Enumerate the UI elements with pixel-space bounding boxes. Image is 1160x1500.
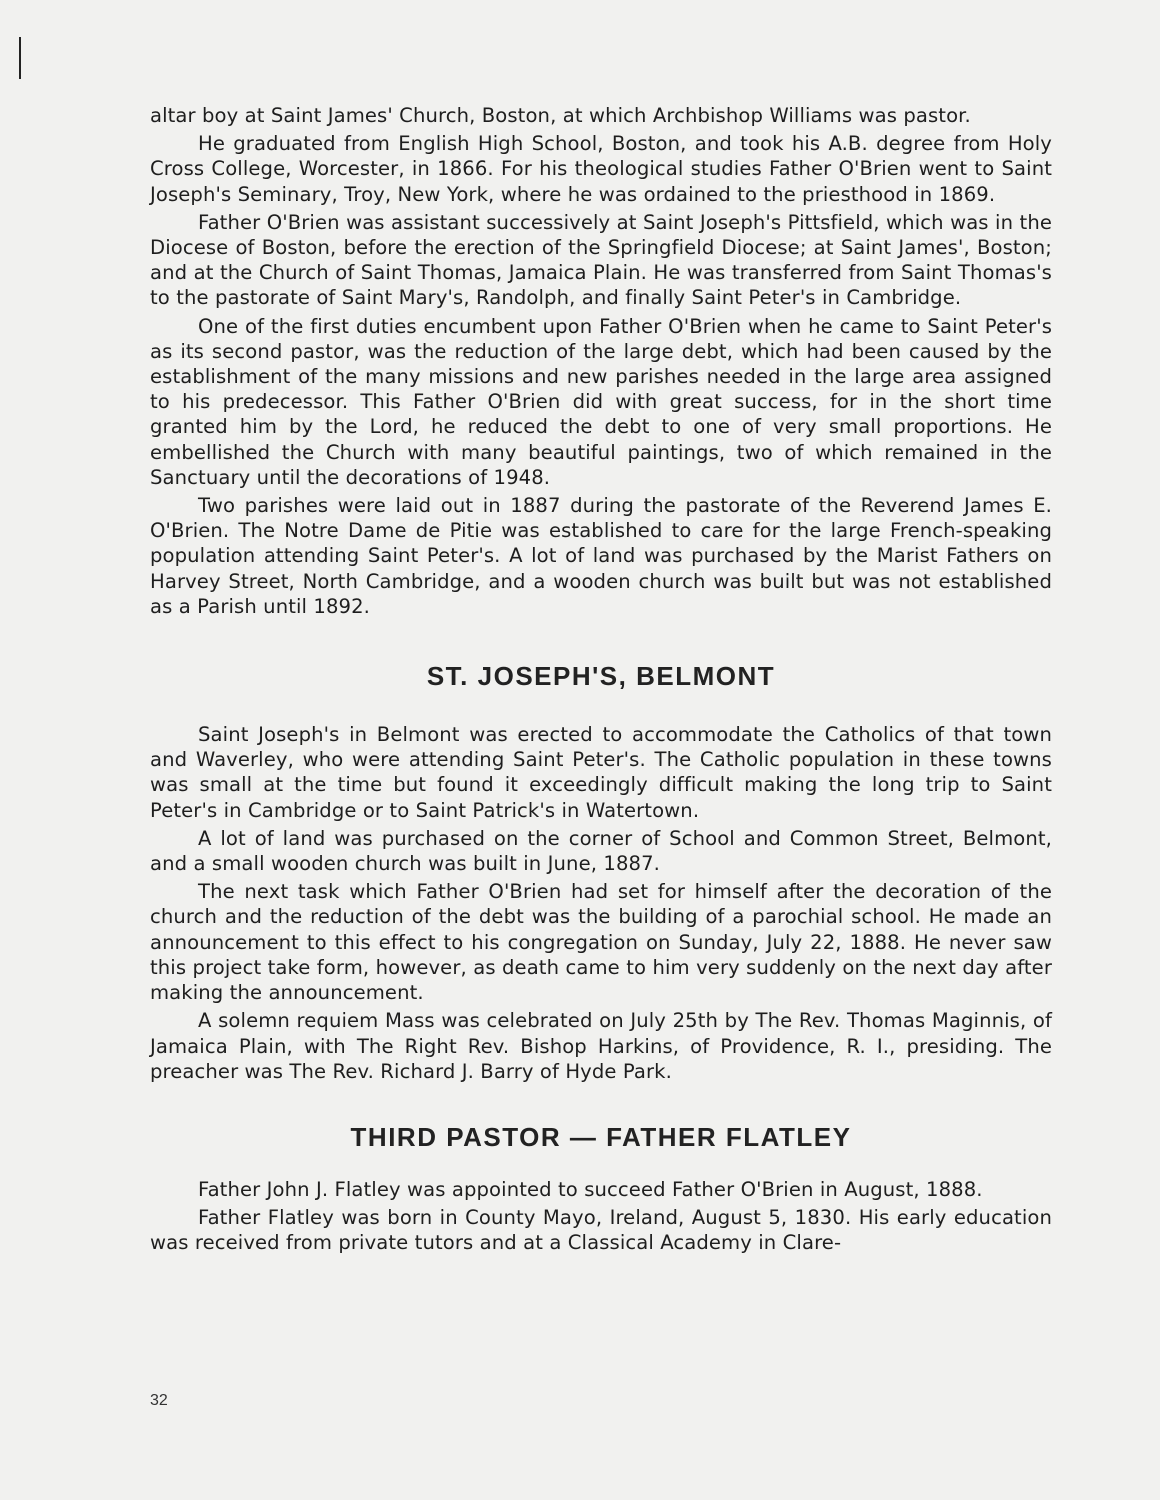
- paragraph-assignments: Father O'Brien was assistant successively at Saint Joseph's Pittsfield, which was in the Diocese of Boston, before the erection of the Springfield Diocese; at Saint James', Boston; and at the Church of Saint Thomas, Jamaica Plain. He was transferred from Saint Thomas's to the pastorate of Saint Mary's, Randolph, and finally Saint Peter's in Cambridge.: [150, 210, 1052, 310]
- paragraph-new-parishes: Two parishes were laid out in 1887 during the pastorate of the Reverend James E. O'Brien. The Notre Dame de Pitie was established to care for the large French-speaking population attending Saint Peter's. A lot of land was purchased by the Marist Fathers on Harvey Street, North Cambridge, and a wooden church was built but was not established as a Parish until 1892.: [150, 494, 1052, 618]
- paragraph-debt-reduction: One of the first duties encumbent upon Father O'Brien when he came to Saint Peter's as its second pastor, was the reduction of the large debt, which had been caused by the establishment of the many missions and new parishes needed in the large area assigned to his predecessor. This Father O'Brien did with great success, for in the short time granted him by the Lord, he reduced the debt to one of very small proportions. He embellished the Church with many beautiful paintings, two of which remained in the Sanctuary until the decorations of 1948.: [150, 314, 1052, 489]
- paragraph-education: He graduated from English High School, Boston, and took his A.B. degree from Holy Cross College, Worcester, in 1866. For his theological studies Father O'Brien went to Saint Joseph's Seminary, Troy, New York, where he was ordained to the priesthood in 1869.: [150, 132, 1052, 206]
- page-body: [150, 103, 1052, 1256]
- paragraph-requiem-mass: A solemn requiem Mass was celebrated on July 25th by The Rev. Thomas Maginnis, of Jamaica Plain, with The Right Rev. Bishop Harkins, of Providence, R. I., presiding. The preacher was The Rev. Richard J. Barry of Hyde Park.: [150, 1009, 1052, 1083]
- page-number: 32: [150, 1392, 168, 1409]
- paragraph-st-josephs-erected: Saint Joseph's in Belmont was erected to accommodate the Catholics of that town and Waverley, who were attending Saint Peter's. The Catholic population in these towns was small at the time but found it exceedingly difficult making the long trip to Saint Peter's in Cambridge or to Saint Patrick's in Watertown.: [150, 723, 1052, 822]
- paragraph-flatley-appointed: Father John J. Flatley was appointed to succeed Father O'Brien in August, 1888.: [198, 1177, 983, 1201]
- paragraph-altar-boy: altar boy at Saint James' Church, Boston, at which Archbishop Williams was pastor.: [150, 104, 971, 127]
- paragraph-parochial-school: The next task which Father O'Brien had set for himself after the decoration of the church and the reduction of the debt was the building of a parochial school. He made an announcement to this effect to his congregation on Sunday, July 22, 1888. He never saw this project take form, however, as death came to him very suddenly on the next day after making the announcement.: [150, 880, 1052, 1005]
- section-heading-st-josephs-belmont: ST. JOSEPH'S, BELMONT: [426, 661, 776, 692]
- paragraph-land-purchased: A lot of land was purchased on the corner of School and Common Street, Belmont, and a small wooden church was built in June, 1887.: [150, 826, 1052, 876]
- scan-edge-mark: [19, 37, 21, 79]
- paragraph-flatley-early-life: Father Flatley was born in County Mayo, Ireland, August 5, 1830. His early education was received from private tutors and at a Classical Academy in Clare-: [150, 1206, 1052, 1255]
- section-heading-third-pastor: THIRD PASTOR — FATHER FLATLEY: [350, 1121, 852, 1152]
